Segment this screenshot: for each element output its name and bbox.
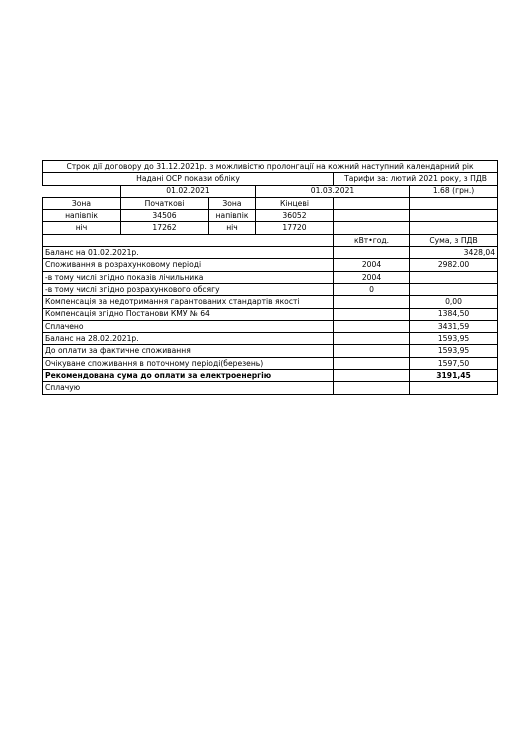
readings-title: Надані ОСР покази обліку — [43, 173, 334, 185]
summary-sum: 1593,95 — [410, 333, 498, 345]
summary-sum: 1384,50 — [410, 308, 498, 320]
summary-label: До оплати за фактичне споживання — [43, 345, 334, 357]
summary-label: Компенсація згідно Постанови КМУ № 64 — [43, 308, 334, 320]
summary-row — [43, 320, 498, 332]
reading-zone: напівпік — [43, 210, 121, 222]
contract-term: Строк дії договору до 31.12.2021р. з можливістю пролонгації на кожний наступний календарний рік — [43, 161, 498, 173]
summary-kwh — [334, 320, 410, 332]
summary-sum — [410, 283, 498, 295]
billing-table — [42, 160, 498, 395]
reading-zone: ніч — [43, 222, 121, 234]
date-end: 01.03.2021 — [256, 185, 410, 197]
summary-kwh: 0 — [334, 283, 410, 295]
pay-kwh — [334, 382, 410, 394]
summary-sum: 2982.00 — [410, 259, 498, 271]
col-kwh: кВт•год. — [334, 234, 410, 246]
summary-sum: 1593,95 — [410, 345, 498, 357]
col-start: Початкові — [121, 197, 209, 209]
summary-kwh — [334, 308, 410, 320]
reading-row — [43, 210, 498, 222]
summary-label: Баланс на 28.02.2021р. — [43, 333, 334, 345]
tariffs-title: Тарифи за: лютий 2021 року, з ПДВ — [334, 173, 498, 185]
summary-row — [43, 283, 498, 295]
summary-sum: 3431,59 — [410, 320, 498, 332]
summary-label: -в тому числі згідно розрахункового обсягу — [43, 283, 334, 295]
summary-kwh: 2004 — [334, 271, 410, 283]
reading-end: 17720 — [256, 222, 334, 234]
summary-label: Споживання в розрахунковому періоді — [43, 259, 334, 271]
summary-kwh — [334, 357, 410, 369]
summary-row — [43, 271, 498, 283]
reading-zone-2: напівпік — [209, 210, 256, 222]
summary-kwh — [334, 296, 410, 308]
tariff-value: 1.68 (грн.) — [410, 185, 498, 197]
contract-term-row — [43, 161, 498, 173]
recommended-sum: 3191,45 — [410, 370, 498, 382]
col-sum: Сума, з ПДВ — [410, 234, 498, 246]
dates-row — [43, 185, 498, 197]
summary-kwh — [334, 247, 410, 259]
titles-row — [43, 173, 498, 185]
recommended-label: Рекомендована сума до оплати за електроенергію — [43, 370, 334, 382]
col-end: Кінцеві — [256, 197, 334, 209]
reading-zone-2: ніч — [209, 222, 256, 234]
summary-kwh: 2004 — [334, 259, 410, 271]
date-start: 01.02.2021 — [121, 185, 256, 197]
reading-start: 34506 — [121, 210, 209, 222]
summary-sum: 3428,04 — [410, 247, 498, 259]
summary-kwh — [334, 370, 410, 382]
summary-label: Баланс на 01.02.2021р. — [43, 247, 334, 259]
summary-row — [43, 308, 498, 320]
summary-label: Компенсація за недотримання гарантованих стандартів якості — [43, 296, 334, 308]
reading-row — [43, 222, 498, 234]
summary-row — [43, 357, 498, 369]
summary-header-row — [43, 234, 498, 246]
summary-label: Сплачено — [43, 320, 334, 332]
summary-row — [43, 296, 498, 308]
summary-kwh — [334, 333, 410, 345]
readings-header-row — [43, 197, 498, 209]
reading-start: 17262 — [121, 222, 209, 234]
pay-row — [43, 382, 498, 394]
pay-amount — [410, 382, 498, 394]
col-zone: Зона — [43, 197, 121, 209]
col-zone-2: Зона — [209, 197, 256, 209]
summary-kwh — [334, 345, 410, 357]
summary-row — [43, 345, 498, 357]
summary-label: Очікуване споживання в поточному періоді(березень) — [43, 357, 334, 369]
reading-end: 36052 — [256, 210, 334, 222]
summary-sum — [410, 271, 498, 283]
recommended-row — [43, 370, 498, 382]
summary-row — [43, 259, 498, 271]
summary-sum: 1597,50 — [410, 357, 498, 369]
summary-row — [43, 333, 498, 345]
summary-label: -в тому числі згідно показів лічильника — [43, 271, 334, 283]
summary-sum: 0,00 — [410, 296, 498, 308]
summary-row — [43, 247, 498, 259]
pay-label: Сплачую — [43, 382, 334, 394]
